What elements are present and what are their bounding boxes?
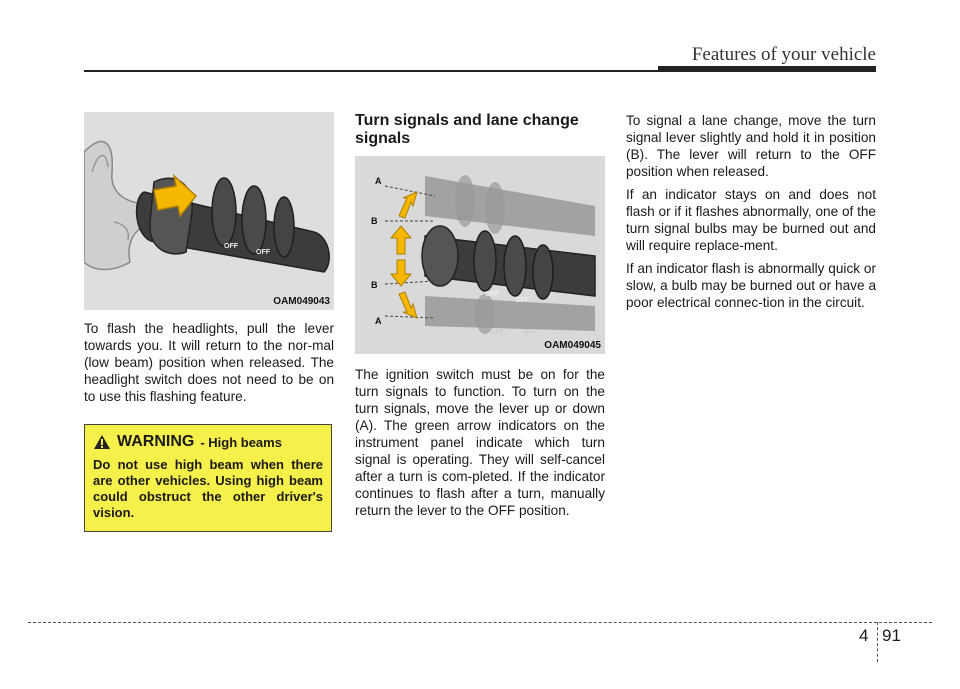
label-a-top: A (375, 176, 382, 186)
column-1 (84, 112, 334, 411)
figure-code: OAM049045 (544, 340, 601, 351)
figure-turn-signal (355, 156, 605, 354)
paragraph-lane-change: To signal a lane change, move the turn signal lever slightly and hold it in position (B). The lever will return to the OFF position when released. (626, 113, 876, 179)
label-a-bottom: A (375, 316, 382, 326)
paragraph-indicator-abnormal: If an indicator stays on and does not flash or if it flashes abnormally, one of the turn signal bulbs may be burned out and will require replace-ment. (626, 187, 876, 253)
switch-label-off: OFF (490, 329, 504, 336)
header-rule-accent (658, 66, 876, 72)
page-number: 91 (882, 626, 901, 645)
paragraph-turn-signals: The ignition switch must be on for the turn signals to function. To turn on the turn signals, move the lever up or down (A). The green arrow indicators on the instrument panel indicate which turn signal is operating. They will self-cancel after a turn is com-pleted. If the indicator continues to flash after a turn, manually return the lever to the OFF position. (355, 367, 605, 518)
warning-label: WARNING (117, 433, 195, 450)
switch-label-off: OFF (256, 249, 270, 256)
warning-text: Do not use high beam when there are other vehicles. Using high beam could obstruct the other driver's vision. (93, 457, 323, 520)
headlight-lever-illustration (84, 112, 334, 310)
warning-subtitle: - High beams (200, 434, 282, 450)
label-b-bottom: B (371, 280, 378, 290)
paragraph-flash-headlights: To flash the headlights, pull the lever towards you. It will return to the nor-mal (low beam) position when released. The headlight switch does not need to be on to use this flashing feature. (84, 321, 334, 404)
turn-signal-lever-illustration (355, 156, 605, 354)
footer-rule (28, 622, 932, 623)
figure-headlight-flash (84, 112, 334, 310)
warning-header (93, 433, 323, 451)
switch-label-off: OFF (224, 243, 238, 250)
column-3 (626, 112, 876, 317)
warning-box (84, 424, 332, 532)
switch-label-off: OFF (523, 329, 537, 336)
page-chapter: 4 (859, 626, 869, 645)
page-separator (877, 622, 878, 662)
label-b-top: B (371, 216, 378, 226)
switch-label-off: OFF (485, 291, 499, 298)
paragraph-indicator-flash-rate: If an indicator flash is abnormally quick or slow, a bulb may be burned out or have a poor electrical connec-tion in the circuit. (626, 261, 876, 310)
switch-label-off: OFF (515, 297, 529, 304)
figure-code: OAM049043 (273, 296, 330, 307)
header-title: Features of your vehicle (691, 44, 876, 65)
column-2 (355, 112, 605, 525)
section-heading: Turn signals and lane change signals (355, 112, 579, 147)
warning-triangle-icon (93, 434, 111, 450)
